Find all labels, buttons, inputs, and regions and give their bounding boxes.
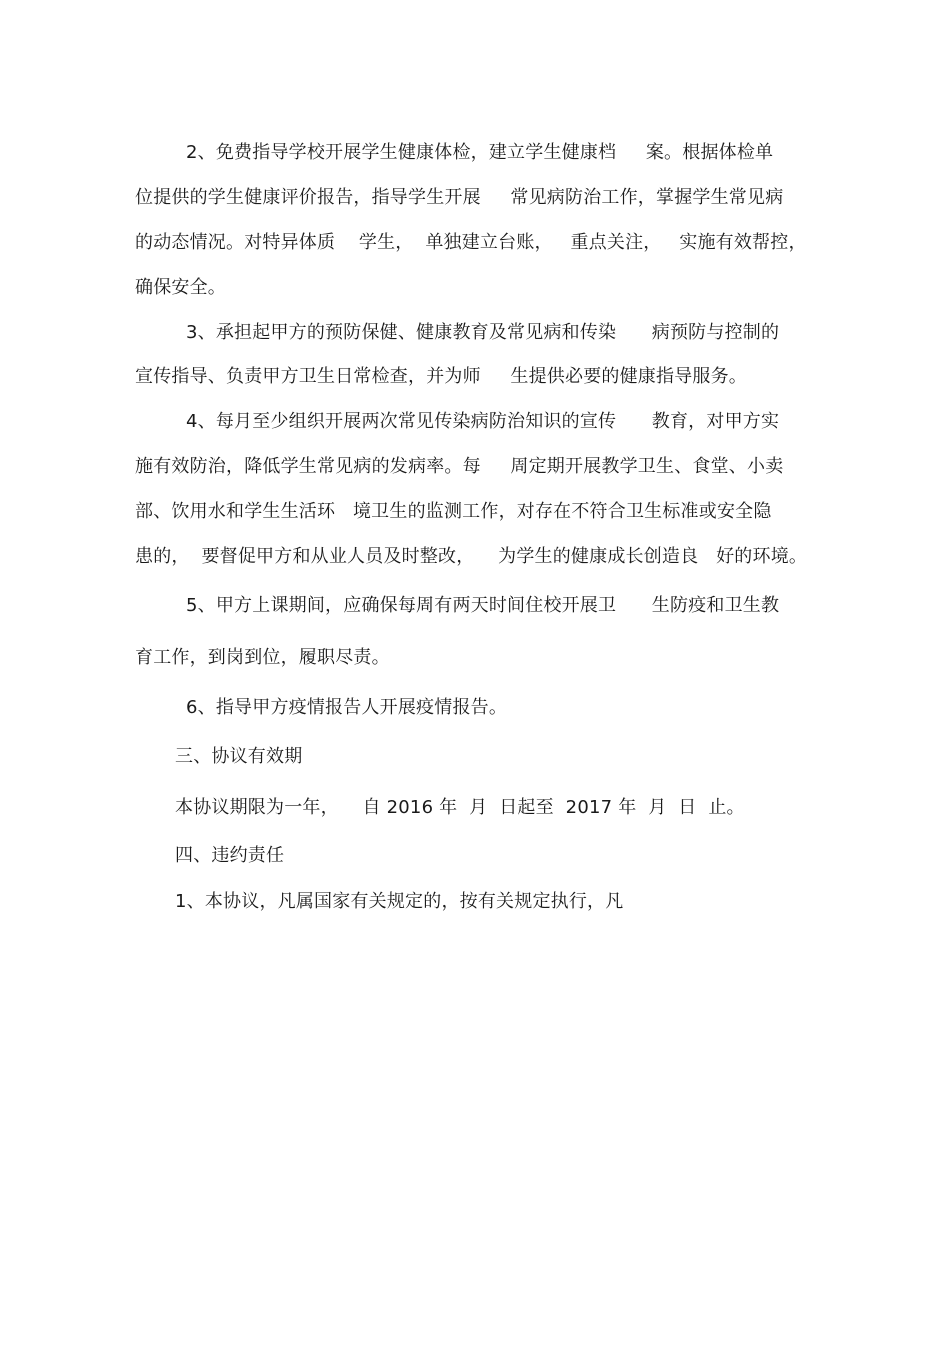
item-2-line-1: 2、免费指导学校开展学生健康体检，建立学生健康档 案。根据体检单 [186, 142, 774, 163]
agreement-term: 本协议期限为一年， 自 2016 年 月 日起至 2017 年 月 日 止。 [175, 797, 745, 818]
item-4-line-3: 部、饮用水和学生生活环 境卫生的监测工作，对存在不符合卫生标准或安全隐 [135, 501, 772, 522]
item-2-line-2: 位提供的学生健康评价报告，指导学生开展 常见病防治工作，掌握学生常见病 [135, 187, 784, 208]
item-4-line-1: 4、每月至少组织开展两次常见传染病防治知识的宣传 教育，对甲方实 [186, 411, 780, 432]
item-3-line-2: 宣传指导、负责甲方卫生日常检查，并为师 生提供必要的健康指导服务。 [135, 366, 748, 387]
section-4-item-1: 1、本协议，凡属国家有关规定的，按有关规定执行，凡 [175, 891, 624, 912]
item-2-line-4: 确保安全。 [135, 277, 226, 298]
item-4-line-4: 患的， 要督促甲方和从业人员及时整改， 为学生的健康成长创造良 好的环境。 [135, 546, 808, 567]
section-4-title: 四、违约责任 [175, 845, 285, 866]
item-5-line-1: 5、甲方上课期间，应确保每周有两天时间住校开展卫 生防疫和卫生教 [186, 595, 780, 616]
item-3-line-1: 3、承担起甲方的预防保健、健康教育及常见病和传染 病预防与控制的 [186, 322, 780, 343]
section-3-title: 三、协议有效期 [175, 746, 303, 767]
item-5-line-2: 育工作，到岗到位，履职尽责。 [135, 647, 390, 668]
item-6-line-1: 6、指导甲方疫情报告人开展疫情报告。 [186, 697, 508, 718]
item-2-line-3: 的动态情况。对特异体质 学生， 单独建立台账， 重点关注， 实施有效帮控， [135, 232, 807, 253]
item-4-line-2: 施有效防治，降低学生常见病的发病率。每 周定期开展教学卫生、食堂、小卖 [135, 456, 784, 477]
